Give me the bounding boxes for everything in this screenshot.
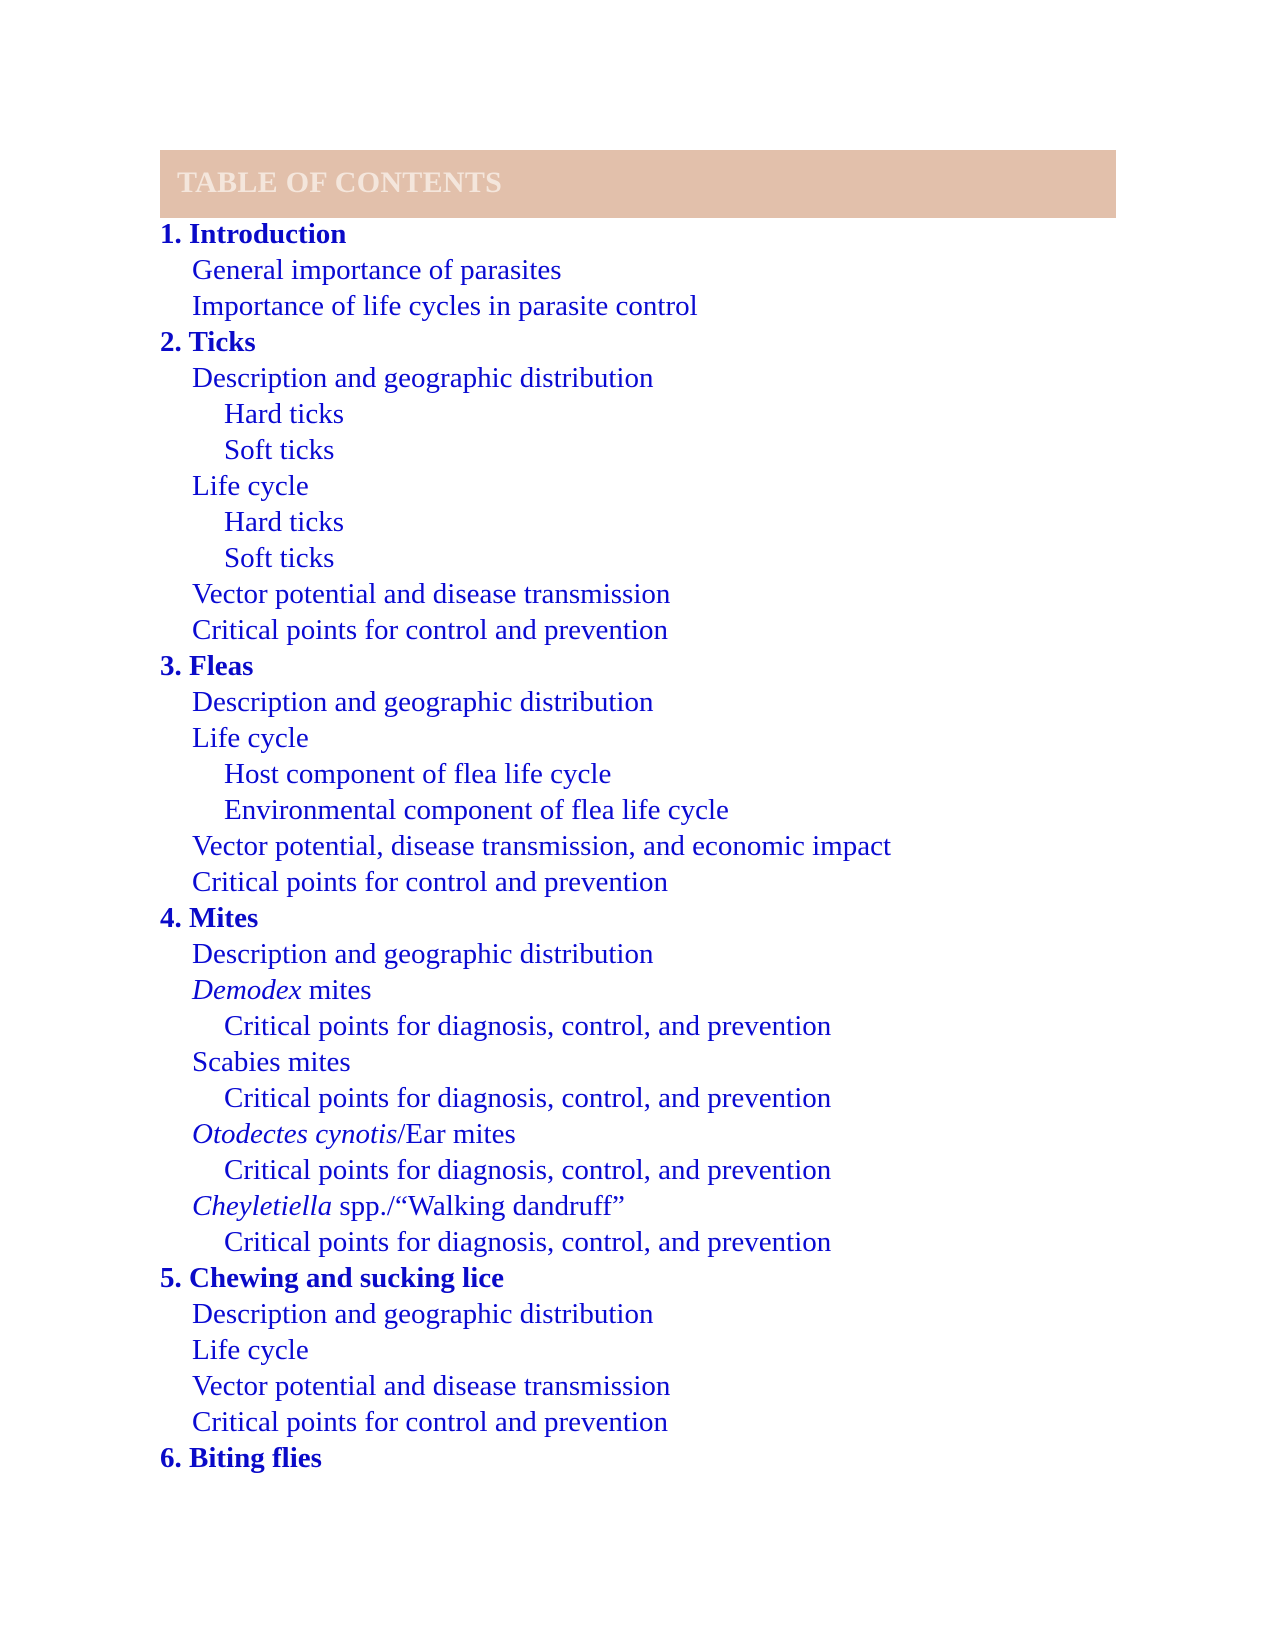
toc-subsection-link[interactable] (160, 1080, 1160, 1116)
toc-section-link[interactable] (160, 972, 1160, 1008)
toc-subsection-link[interactable] (160, 1152, 1160, 1188)
toc-entry-text: Description and geographic distribution (192, 938, 654, 970)
toc-entry-text: Scabies mites (192, 1046, 351, 1078)
toc-section-link[interactable] (160, 1044, 1160, 1080)
toc-section-link[interactable] (160, 1368, 1160, 1404)
toc-subsection-link[interactable] (160, 396, 1160, 432)
toc-subsection-link[interactable] (160, 432, 1160, 468)
toc-section-link[interactable] (160, 468, 1160, 504)
toc-section-link[interactable] (160, 1332, 1160, 1368)
toc-entry-text: Critical points for diagnosis, control, and prevention (224, 1154, 832, 1186)
toc-section-link[interactable] (160, 576, 1160, 612)
toc-chapter-link[interactable] (160, 1260, 1160, 1296)
toc-section-link[interactable] (160, 360, 1160, 396)
toc-subsection-link[interactable] (160, 540, 1160, 576)
toc-entry-text: Environmental component of flea life cycle (224, 794, 729, 826)
toc-chapter-link[interactable] (160, 900, 1160, 936)
toc-chapter-link[interactable] (160, 648, 1160, 684)
toc-entry-text: Hard ticks (224, 398, 344, 430)
toc-entry-text: Critical points for diagnosis, control, and prevention (224, 1010, 832, 1042)
toc-entry-text: 5. Chewing and sucking lice (160, 1262, 505, 1294)
toc-entry-text: Vector potential and disease transmission (192, 1370, 671, 1402)
toc-section-link[interactable] (160, 252, 1160, 288)
toc-entry-text: Soft ticks (224, 434, 335, 466)
toc-entry-text: mites (301, 974, 372, 1006)
toc-entry-text: 6. Biting flies (160, 1442, 322, 1474)
toc-entry-text: Critical points for diagnosis, control, and prevention (224, 1082, 832, 1114)
toc-entry-text: Critical points for control and prevention (192, 1406, 668, 1438)
toc-entry-text: Life cycle (192, 722, 309, 754)
toc-entry-text: 3. Fleas (160, 650, 254, 682)
toc-entry-text: 2. Ticks (160, 326, 256, 358)
toc-section-link[interactable] (160, 936, 1160, 972)
toc-section-link[interactable] (160, 1188, 1160, 1224)
toc-section-link[interactable] (160, 720, 1160, 756)
toc-entry-text: Host component of flea life cycle (224, 758, 612, 790)
toc-entry-text: Life cycle (192, 1334, 309, 1366)
toc-section-link[interactable] (160, 612, 1160, 648)
toc-entry-text: General importance of parasites (192, 254, 562, 286)
toc-section-link[interactable] (160, 1116, 1160, 1152)
toc-subsection-link[interactable] (160, 504, 1160, 540)
toc-chapter-link[interactable] (160, 216, 1160, 252)
page-title: TABLE OF CONTENTS (177, 166, 503, 199)
toc-entry-text: Description and geographic distribution (192, 686, 654, 718)
toc-subsection-link[interactable] (160, 756, 1160, 792)
toc-subsection-link[interactable] (160, 1224, 1160, 1260)
toc-entry-text: 4. Mites (160, 902, 259, 934)
toc-section-link[interactable] (160, 684, 1160, 720)
toc-section-link[interactable] (160, 1296, 1160, 1332)
toc-header-bar (160, 150, 1116, 218)
toc-subsection-link[interactable] (160, 1008, 1160, 1044)
toc-entry-text: Importance of life cycles in parasite control (192, 290, 698, 322)
toc-entry-text: Life cycle (192, 470, 309, 502)
toc-entry-text: Hard ticks (224, 506, 344, 538)
toc-entry-text: spp./“Walking dandruff” (332, 1190, 625, 1222)
toc-chapter-link[interactable] (160, 1440, 1160, 1476)
toc-entry-text: Critical points for control and prevention (192, 614, 668, 646)
toc-chapter-link[interactable] (160, 324, 1160, 360)
toc-section-link[interactable] (160, 864, 1160, 900)
toc-section-link[interactable] (160, 1404, 1160, 1440)
toc-entry-text: Soft ticks (224, 542, 335, 574)
toc-entry-text: Description and geographic distribution (192, 362, 654, 394)
toc-entry-text: 1. Introduction (160, 218, 347, 250)
toc-entry-text: Vector potential, disease transmission, and economic impact (192, 830, 892, 862)
toc-entry-italic-text: Otodectes cynotis (192, 1118, 398, 1150)
toc-list (160, 216, 1160, 1476)
toc-section-link[interactable] (160, 828, 1160, 864)
toc-subsection-link[interactable] (160, 792, 1160, 828)
toc-entry-text: Vector potential and disease transmission (192, 578, 671, 610)
toc-entry-text: Critical points for control and prevention (192, 866, 668, 898)
toc-entry-italic-text: Demodex (192, 974, 302, 1006)
toc-entry-text: Description and geographic distribution (192, 1298, 654, 1330)
toc-entry-text: Critical points for diagnosis, control, and prevention (224, 1226, 832, 1258)
toc-entry-text: /Ear mites (397, 1118, 516, 1150)
toc-section-link[interactable] (160, 288, 1160, 324)
toc-entry-italic-text: Cheyletiella (192, 1190, 333, 1222)
